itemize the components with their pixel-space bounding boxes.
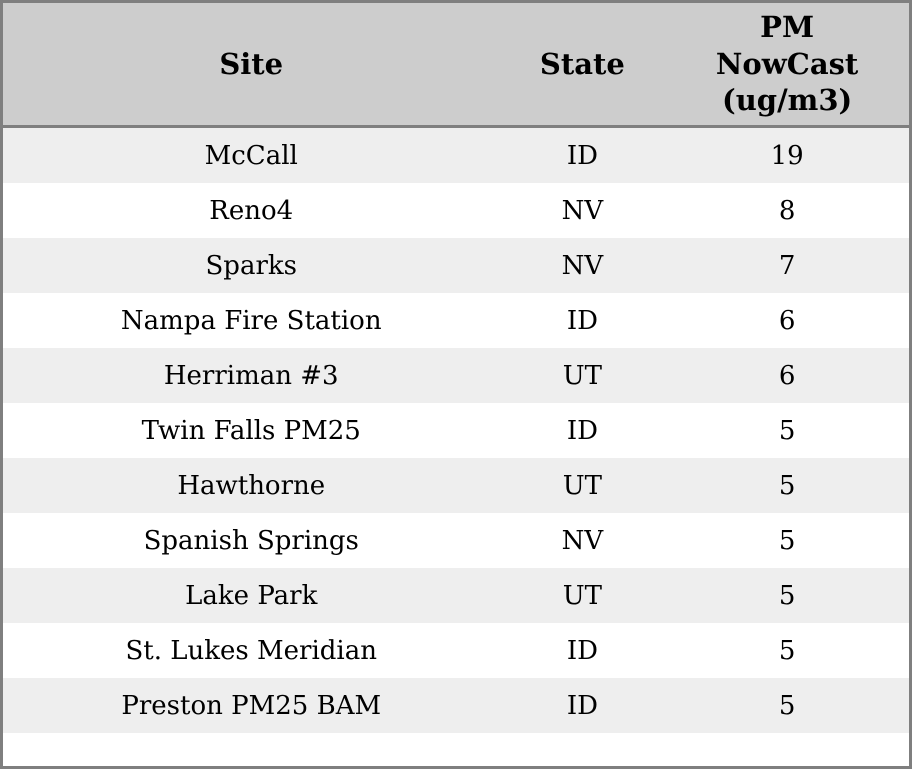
state-cell: ID	[566, 305, 598, 336]
state-cell: ID	[566, 635, 598, 666]
pm-nowcast-cell: 8	[778, 195, 796, 226]
site-cell: Twin Falls PM25	[141, 415, 361, 446]
pm-nowcast-cell: 5	[778, 470, 796, 501]
pm-nowcast-cell: 6	[778, 360, 796, 391]
pm-nowcast-cell: 5	[778, 525, 796, 556]
column-header-state	[499, 3, 665, 127]
column-header-pm-nowcast	[665, 3, 909, 127]
site-cell: Hawthorne	[177, 470, 326, 501]
state-cell: UT	[562, 580, 603, 611]
header-row	[3, 3, 909, 127]
state-cell: ID	[566, 690, 598, 721]
table-body	[3, 127, 909, 734]
site-cell: Sparks	[205, 250, 297, 281]
table-row	[3, 183, 909, 238]
column-header-site	[3, 3, 499, 127]
table-row	[3, 348, 909, 403]
pm-nowcast-cell: 5	[778, 635, 796, 666]
site-cell: Nampa Fire Station	[120, 305, 382, 336]
site-cell: Lake Park	[185, 580, 318, 611]
pm-nowcast-cell: 19	[770, 140, 804, 171]
state-cell: ID	[566, 415, 598, 446]
pm-nowcast-cell: 6	[778, 305, 796, 336]
table-row	[3, 403, 909, 458]
state-cell: ID	[566, 140, 598, 171]
table-row	[3, 623, 909, 678]
site-cell: St. Lukes Meridian	[125, 635, 377, 666]
site-cell: McCall	[204, 140, 298, 171]
site-cell: Spanish Springs	[143, 525, 359, 556]
pm-nowcast-cell: 5	[778, 580, 796, 611]
table-row	[3, 238, 909, 293]
table-row	[3, 458, 909, 513]
table-header	[3, 3, 909, 127]
site-cell: Preston PM25 BAM	[121, 690, 382, 721]
site-cell: Herriman #3	[163, 360, 339, 391]
site-cell: Reno4	[209, 195, 294, 226]
pm-nowcast-cell: 7	[778, 250, 796, 281]
table-row	[3, 293, 909, 348]
state-cell: NV	[561, 250, 604, 281]
column-header-site-label: Site	[219, 46, 284, 81]
pm-nowcast-cell: 5	[778, 415, 796, 446]
table-row	[3, 513, 909, 568]
table-row	[3, 568, 909, 623]
table-row	[3, 127, 909, 184]
state-cell: UT	[562, 470, 603, 501]
column-header-state-label: State	[539, 46, 625, 81]
column-header-pm-nowcast-label: PM NowCast (ug/m3)	[715, 10, 859, 118]
state-cell: NV	[561, 195, 604, 226]
state-cell: NV	[561, 525, 604, 556]
pm-nowcast-cell: 5	[778, 690, 796, 721]
state-cell: UT	[562, 360, 603, 391]
table-row	[3, 678, 909, 733]
air-quality-table	[3, 3, 909, 733]
